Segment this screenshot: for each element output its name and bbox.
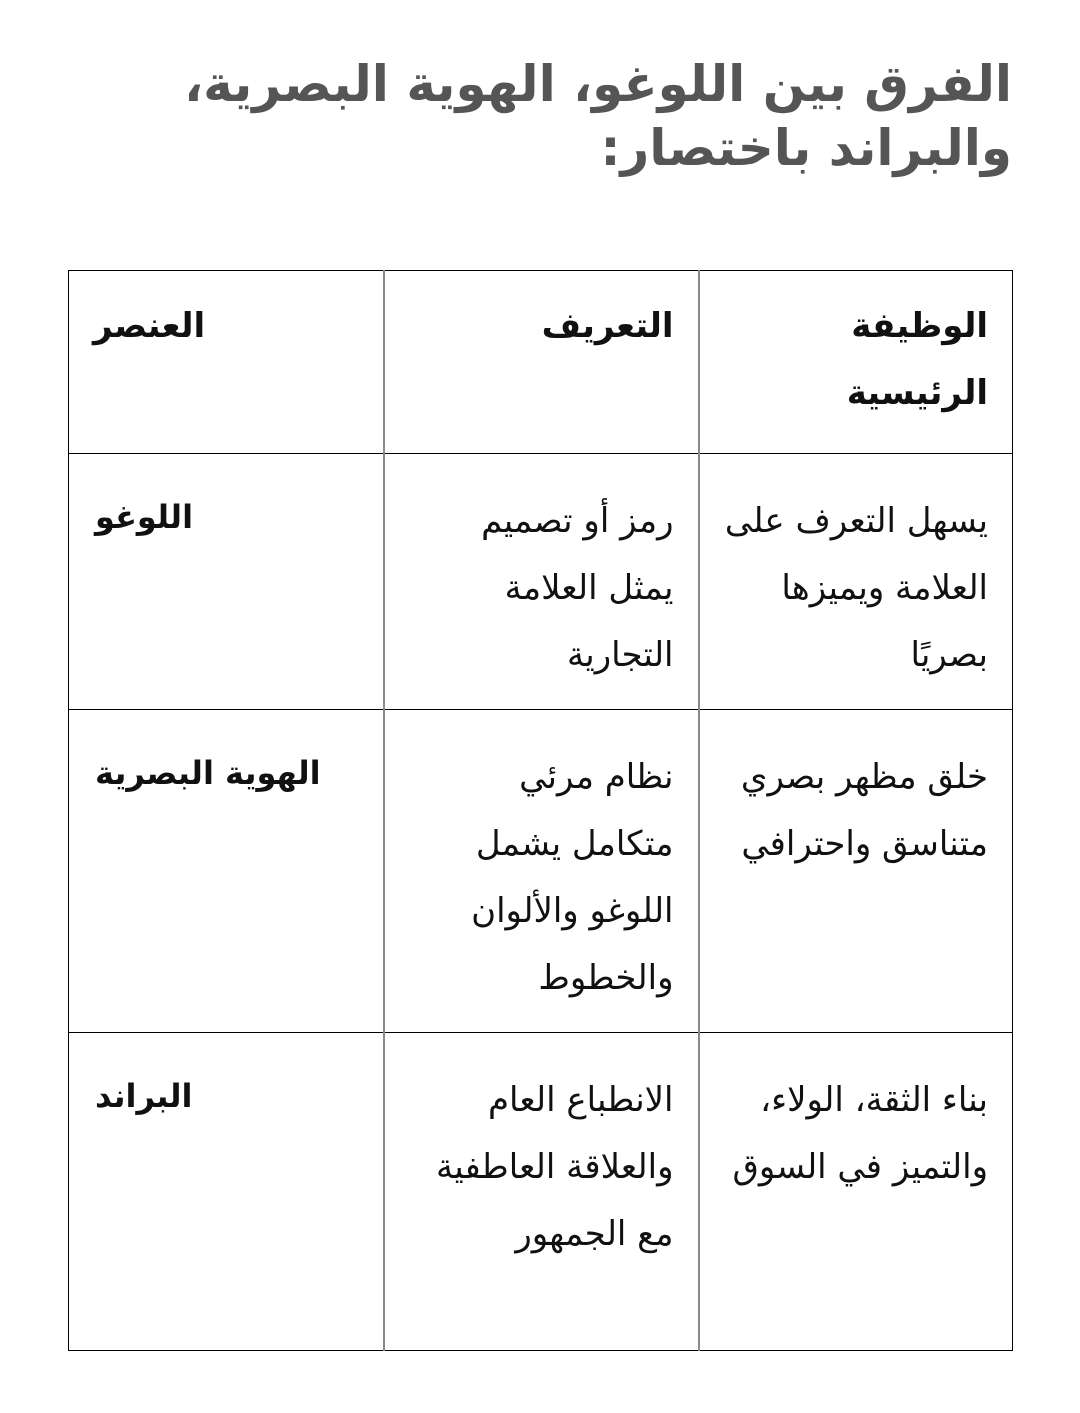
cell-definition: نظام مرئي متكامل يشمل اللوغو والألوان والخطوط [384,710,699,1033]
header-element: العنصر [69,271,384,454]
cell-element: اللوغو [69,454,384,710]
cell-function: خلق مظهر بصري متناسق واحترافي [699,710,1013,1033]
comparison-table [68,270,1013,1351]
cell-element: الهوية البصرية [69,710,384,1033]
cell-element: البراند [69,1033,384,1351]
header-definition: التعريف [384,271,699,454]
table-row [69,454,1013,710]
cell-function: بناء الثقة، الولاء، والتميز في السوق [699,1033,1013,1351]
cell-definition: رمز أو تصميم يمثل العلامة التجارية [384,454,699,710]
table-row [69,1033,1013,1351]
cell-function: يسهل التعرف على العلامة ويميزها بصريًا [699,454,1013,710]
header-function: الوظيفة الرئيسية [699,271,1013,454]
table-header-row [69,271,1013,454]
page-title: الفرق بين اللوغو، الهوية البصرية، والبراند باختصار: [184,55,1012,177]
cell-definition: الانطباع العام والعلاقة العاطفية مع الجمهور [384,1033,699,1351]
table-row [69,710,1013,1033]
